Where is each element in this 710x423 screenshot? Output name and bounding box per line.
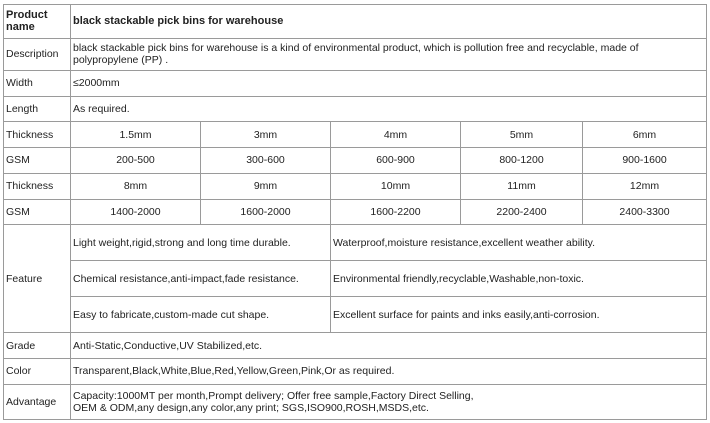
feature-label: Feature xyxy=(4,225,71,333)
gsm-cell: 2200-2400 xyxy=(461,199,583,225)
width-label: Width xyxy=(4,70,71,96)
product-name-label: Product name xyxy=(4,5,71,39)
thickness-row-1 xyxy=(4,122,707,148)
gsm-label: GSM xyxy=(4,148,71,174)
advantage-value xyxy=(71,384,707,419)
feature-cell: Easy to fabricate,custom-made cut shape. xyxy=(71,297,331,333)
thickness-cell: 8mm xyxy=(71,173,201,199)
thickness-label: Thickness xyxy=(4,173,71,199)
grade-label: Grade xyxy=(4,333,71,359)
feature-cell: Light weight,rigid,strong and long time durable. xyxy=(71,225,331,261)
thickness-cell: 9mm xyxy=(201,173,331,199)
feature-row-1 xyxy=(4,225,707,261)
description-value: black stackable pick bins for warehouse is a kind of environmental product, which is pollution free and recyclable, made of polypropylene (PP) . xyxy=(71,38,707,70)
length-label: Length xyxy=(4,96,71,122)
thickness-cell: 11mm xyxy=(461,173,583,199)
feature-cell: Chemical resistance,anti-impact,fade resistance. xyxy=(71,261,331,297)
advantage-row xyxy=(4,384,707,419)
gsm-cell: 600-900 xyxy=(331,148,461,174)
gsm-cell: 900-1600 xyxy=(583,148,707,174)
gsm-cell: 1600-2000 xyxy=(201,199,331,225)
gsm-row-2 xyxy=(4,199,707,225)
advantage-label: Advantage xyxy=(4,384,71,419)
thickness-cell: 3mm xyxy=(201,122,331,148)
product-spec-table xyxy=(3,4,707,420)
width-value: ≤2000mm xyxy=(71,70,707,96)
thickness-label: Thickness xyxy=(4,122,71,148)
gsm-cell: 1600-2200 xyxy=(331,199,461,225)
advantage-line-2: OEM & ODM,any design,any color,any print; SGS,ISO900,ROSH,MSDS,etc. xyxy=(73,401,429,414)
color-row xyxy=(4,359,707,385)
feature-cell: Excellent surface for paints and inks easily,anti-corrosion. xyxy=(331,297,707,333)
length-row xyxy=(4,96,707,122)
gsm-cell: 300-600 xyxy=(201,148,331,174)
gsm-row-1 xyxy=(4,148,707,174)
description-label: Description xyxy=(4,38,71,70)
feature-cell: Waterproof,moisture resistance,excellent weather ability. xyxy=(331,225,707,261)
thickness-row-2 xyxy=(4,173,707,199)
grade-row xyxy=(4,333,707,359)
advantage-line-1: Capacity:1000MT per month,Prompt delivery; Offer free sample,Factory Direct Selling, xyxy=(73,389,474,402)
gsm-cell: 200-500 xyxy=(71,148,201,174)
gsm-cell: 2400-3300 xyxy=(583,199,707,225)
feature-row-3 xyxy=(4,297,707,333)
thickness-cell: 10mm xyxy=(331,173,461,199)
feature-row-2 xyxy=(4,261,707,297)
gsm-cell: 1400-2000 xyxy=(71,199,201,225)
thickness-cell: 6mm xyxy=(583,122,707,148)
feature-cell: Environmental friendly,recyclable,Washable,non-toxic. xyxy=(331,261,707,297)
grade-value: Anti-Static,Conductive,UV Stabilized,etc. xyxy=(71,333,707,359)
length-value: As required. xyxy=(71,96,707,122)
thickness-cell: 5mm xyxy=(461,122,583,148)
thickness-cell: 12mm xyxy=(583,173,707,199)
width-row xyxy=(4,70,707,96)
product-name-value: black stackable pick bins for warehouse xyxy=(71,5,707,39)
description-row xyxy=(4,38,707,70)
thickness-cell: 1.5mm xyxy=(71,122,201,148)
gsm-cell: 800-1200 xyxy=(461,148,583,174)
product-name-row xyxy=(4,5,707,39)
color-value: Transparent,Black,White,Blue,Red,Yellow,Green,Pink,Or as required. xyxy=(71,359,707,385)
gsm-label: GSM xyxy=(4,199,71,225)
color-label: Color xyxy=(4,359,71,385)
thickness-cell: 4mm xyxy=(331,122,461,148)
